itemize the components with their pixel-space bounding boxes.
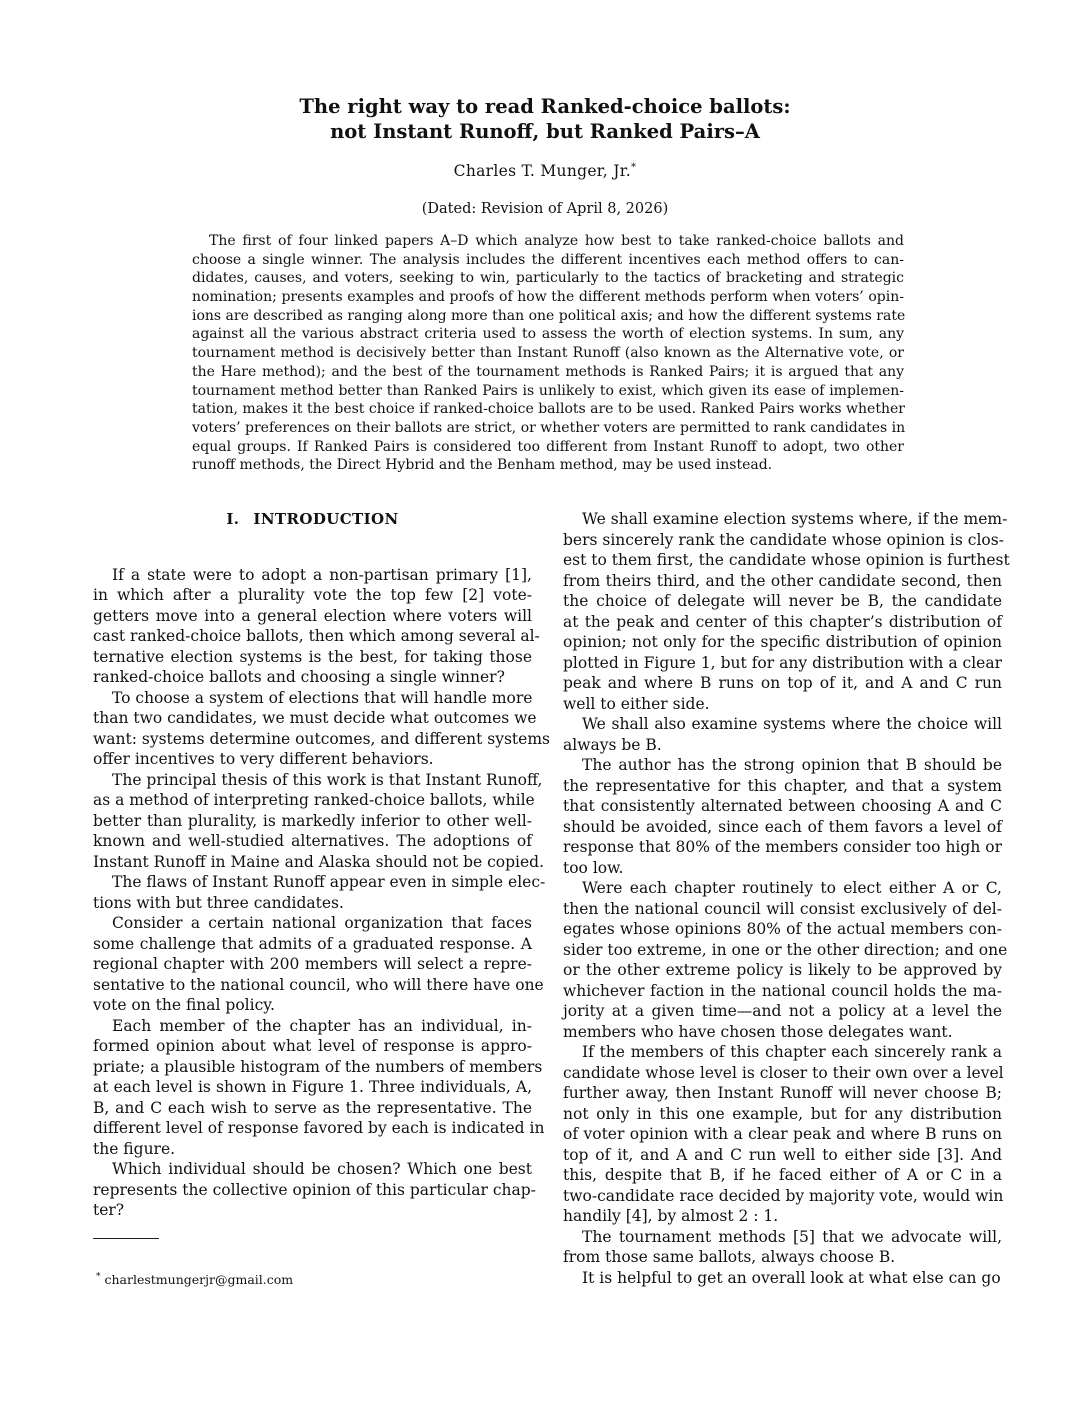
body-line: at each level is shown in Figure 1. Three individuals, A, — [93, 1078, 532, 1096]
body-line: sider too extreme, in one or the other direction; and one — [563, 940, 1008, 959]
abstract-line: nomination; presents examples and proofs of how the different methods perform when voters’ opin- — [192, 289, 904, 306]
body-line: If a state were to adopt a non-partisan primary [1], — [112, 565, 532, 584]
abstract-line: voters’ preferences on their ballots are strict, or whether voters are permitted to rank candidates in — [192, 419, 906, 436]
body-line: The flaws of Instant Runoff appear even in simple elec- — [112, 873, 546, 891]
body-line: in which after a plurality vote the top few [2] vote- — [93, 586, 532, 604]
body-line: tions with but three candidates. — [93, 893, 344, 912]
dated-line: (Dated: Revision of April 8, 2026) — [421, 201, 669, 217]
body-line: response that 80% of the members consider too high or — [563, 838, 1002, 856]
body-line: priate; a plausible histogram of the numbers of members — [93, 1057, 543, 1076]
body-line: The principal thesis of this work is that Instant Runoff, — [112, 770, 543, 789]
author-footnote-mark: * — [631, 162, 637, 173]
body-line: offer incentives to very different behaviors. — [93, 750, 434, 768]
body-line: known and well-studied alternatives. The adoptions of — [93, 832, 532, 850]
body-line: bers sincerely rank the candidate whose opinion is clos- — [563, 530, 1004, 549]
abstract-line: tournament method better than Ranked Pairs is unlikely to exist, which given its ease of implemen- — [192, 382, 904, 399]
abstract-line: tournament method is decisively better than Instant Runoff (also known as the Alternative vote, or — [192, 345, 904, 362]
body-line: Were each chapter routinely to elect either A or C, — [582, 879, 1002, 897]
abstract-line: choose a single winner. The analysis includes the different incentives each method offers to can- — [192, 251, 904, 268]
footnote-mark: * — [96, 1272, 101, 1282]
section-number: I. — [226, 510, 240, 528]
body-line: want: systems determine outcomes, and different systems — [93, 729, 550, 748]
body-line: represents the collective opinion of this particular chap- — [93, 1180, 536, 1199]
body-line: Instant Runoff in Maine and Alaska should not be copied. — [93, 852, 545, 871]
body-line: It is helpful to get an overall look at what else can go — [582, 1268, 1001, 1287]
body-line: We shall also examine systems where the choice will — [582, 715, 1002, 733]
abstract-line: tation, makes it the best choice if ranked-choice ballots are to be used. Ranked Pairs works whether — [192, 401, 905, 418]
left-column — [93, 509, 550, 1221]
body-line: getters move into a general election where voters will — [93, 606, 532, 625]
body-line: some challenge that admits of a graduated response. A — [93, 934, 532, 953]
abstract-line: The first of four linked papers A–D which analyze how best to take ranked-choice ballots and — [209, 233, 904, 249]
body-line: peak and where B runs on top of it, and A and C run — [563, 674, 1002, 692]
body-line: whichever faction in the national council holds the ma- — [563, 981, 1002, 1000]
body-line: top of it, and A and C run well to either side [3]. And — [563, 1145, 1002, 1164]
body-line: from those same ballots, always choose B. — [563, 1248, 896, 1266]
body-line: or the other extreme policy is likely to be approved by — [563, 961, 1002, 979]
abstract-line: equal groups. If Ranked Pairs is considered too different from Instant Runoff to adopt, two other — [192, 438, 904, 455]
body-line: the representative for this chapter, and that a system — [563, 776, 1002, 795]
body-line: always be B. — [563, 735, 662, 754]
abstract-line: didates, causes, and voters, seeking to win, particularly to the tactics of bracketing and strategic — [192, 270, 904, 287]
body-line: If the members of this chapter each sincerely rank a — [582, 1043, 1002, 1061]
body-line: two-candidate race decided by majority vote, would win — [563, 1186, 1004, 1205]
paper-title — [0, 94, 1090, 144]
body-line: ter? — [93, 1201, 125, 1219]
body-line: The author has the strong opinion that B should be — [582, 756, 1002, 774]
body-line: The tournament methods [5] that we advocate will, — [582, 1227, 1002, 1246]
body-line: opinion; not only for the specific distribution of opinion — [563, 633, 1002, 651]
title-line-2: not Instant Runoff, but Ranked Pairs–A — [330, 120, 760, 143]
body-line: cast ranked-choice ballots, then which among several al- — [93, 627, 540, 645]
author-name: Charles T. Munger, Jr. — [453, 162, 632, 181]
body-line: from theirs third, and the other candidate second, then — [563, 571, 1002, 590]
abstract-line: ions are described as ranging along more than one political axis; and how the different systems rate — [192, 307, 906, 324]
body-line: ranked-choice ballots and choosing a single winner? — [93, 668, 505, 686]
body-line: this, despite that B, if he faced either of A or C in a — [563, 1166, 1002, 1184]
body-line: est to them first, the candidate whose opinion is furthest — [563, 551, 1010, 569]
body-line: ternative election systems is the best, for taking those — [93, 647, 532, 666]
body-line: Consider a certain national organization that faces — [112, 914, 532, 932]
body-line: then the national council will consist exclusively of del- — [563, 899, 1002, 918]
body-line: egates whose opinions 80% of the actual members con- — [563, 920, 1002, 938]
section-heading — [93, 509, 532, 530]
author-line — [0, 162, 1090, 180]
body-line: further away, then Instant Runoff will never choose B; — [563, 1084, 1002, 1102]
section-title: INTRODUCTION — [253, 510, 399, 528]
body-line: members who have chosen those delegates want. — [563, 1022, 953, 1041]
body-line: sentative to the national council, who will there have one — [93, 975, 544, 994]
abstract — [192, 232, 904, 475]
body-line: well to either side. — [563, 694, 710, 713]
body-line: handily [4], by almost 2 : 1. — [563, 1207, 779, 1225]
body-line: too low. — [563, 858, 624, 877]
footnote — [96, 1272, 293, 1287]
body-line: as a method of interpreting ranked-choice ballots, while — [93, 791, 535, 809]
body-line: formed opinion about what level of response is appro- — [93, 1037, 532, 1055]
body-line: vote on the final policy. — [93, 996, 275, 1014]
abstract-line: runoff methods, the Direct Hybrid and the Benham method, may be used instead. — [192, 457, 773, 474]
body-line: regional chapter with 200 members will select a repre- — [93, 955, 532, 973]
body-line: not only in this one example, but for any distribution — [563, 1104, 1002, 1123]
body-line: jority at a given time—and not a policy at a level the — [563, 1002, 1002, 1020]
body-line: better than plurality, is markedly inferior to other well- — [93, 811, 532, 830]
title-line-1: The right way to read Ranked-choice ballots: — [299, 95, 791, 118]
body-line: candidate whose level is closer to their own over a level — [563, 1063, 1004, 1082]
body-line: To choose a system of elections that will handle more — [112, 688, 533, 707]
body-line: the figure. — [93, 1139, 176, 1158]
abstract-line: against all the various abstract criteria used to assess the worth of election systems. In sum, any — [192, 326, 904, 343]
footnote-email: charlestmungerjr@gmail.com — [104, 1272, 294, 1288]
body-line: should be avoided, since each of them favors a level of — [563, 817, 1002, 836]
body-line: of voter opinion with a clear peak and where B runs on — [563, 1125, 1002, 1143]
body-line: Each member of the chapter has an individual, in- — [112, 1016, 532, 1035]
body-line: We shall examine election systems where, if the mem- — [582, 510, 1008, 528]
footnote-rule — [93, 1238, 159, 1239]
body-line: B, and C each wish to serve as the representative. The — [93, 1098, 532, 1117]
right-column — [563, 509, 1010, 1288]
body-line: the choice of delegate will never be B, the candidate — [563, 592, 1002, 610]
body-line: at the peak and center of this chapter’s distribution of — [563, 612, 1002, 631]
body-line: that consistently alternated between choosing A and C — [563, 797, 1002, 815]
body-line: than two candidates, we must decide what outcomes we — [93, 709, 537, 727]
body-line: Which individual should be chosen? Which one best — [112, 1160, 532, 1178]
abstract-line: the Hare method); and the best of the tournament methods is Ranked Pairs; it is argued that any — [192, 363, 904, 380]
body-line: different level of response favored by each is indicated in — [93, 1119, 545, 1137]
body-line: plotted in Figure 1, but for any distribution with a clear — [563, 653, 1002, 672]
